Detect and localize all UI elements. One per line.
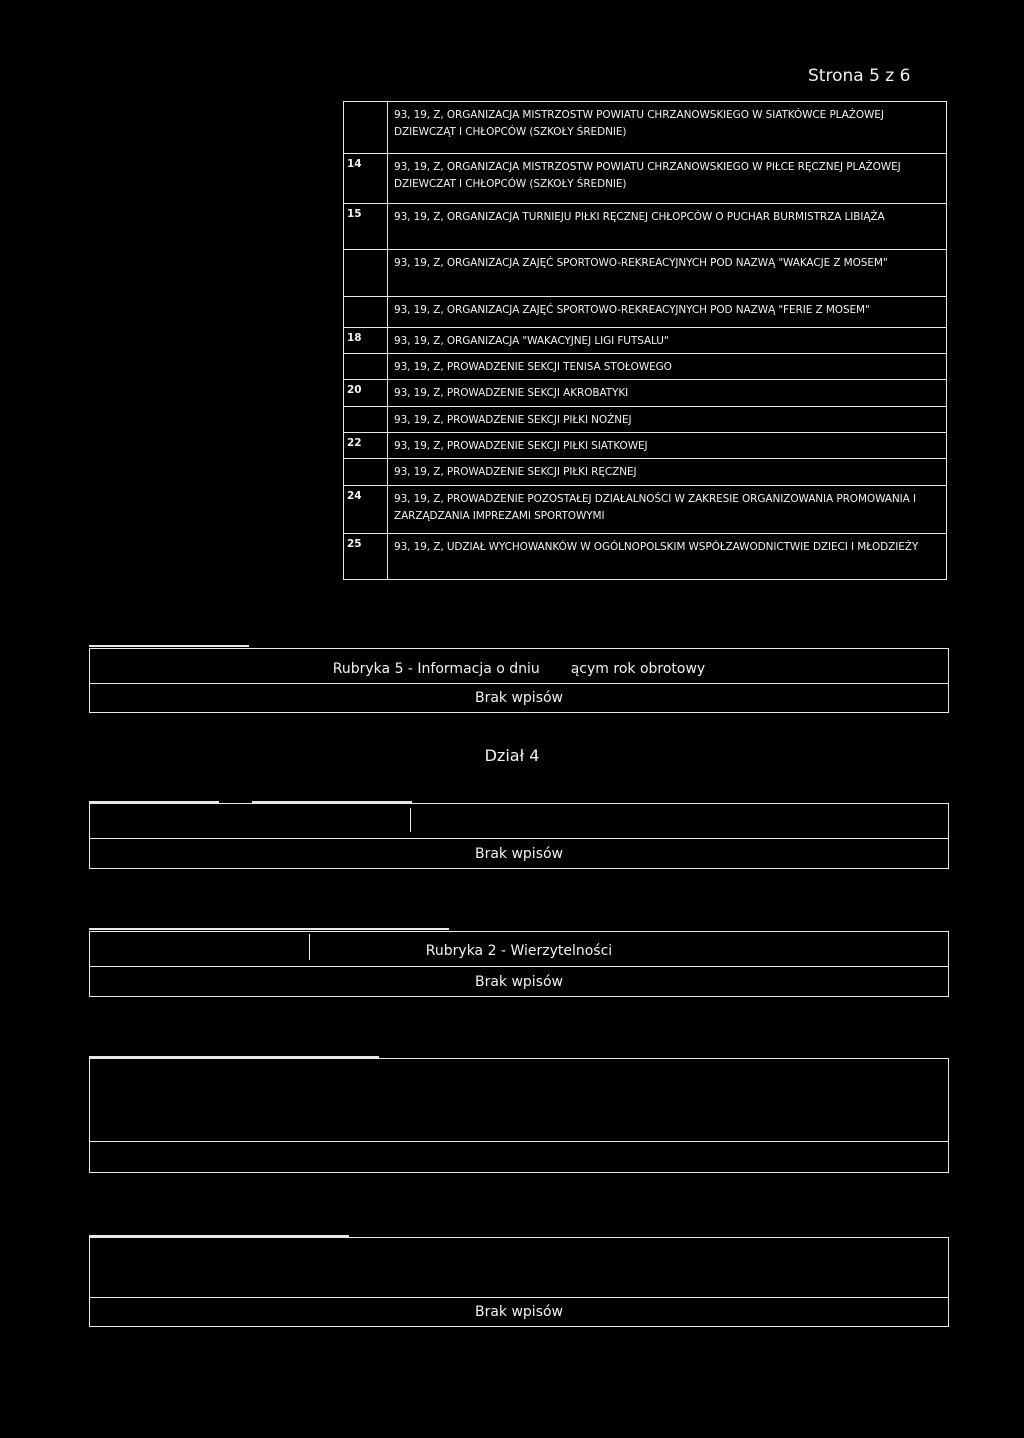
entry-text: 93, 19, Z, PROWADZENIE SEKCJI PIŁKI RĘCZNEJ <box>394 466 637 478</box>
dzial-4-box <box>89 803 949 869</box>
divider-line <box>89 645 249 647</box>
entry-number: 20 <box>344 380 388 406</box>
entry-number <box>344 459 388 485</box>
entry-number <box>344 407 388 432</box>
dzial-4-title: Dział 4 <box>484 746 540 765</box>
entry-number: 18 <box>344 328 388 353</box>
entry-number <box>344 102 388 153</box>
entry-row <box>344 533 946 579</box>
entry-row <box>344 458 946 485</box>
entry-row <box>344 353 946 379</box>
entry-row <box>344 203 946 249</box>
entry-number: 24 <box>344 486 388 533</box>
last-box-body <box>90 1238 948 1297</box>
last-box-empty: Brak wpisów <box>90 1297 948 1326</box>
entry-number: 15 <box>344 204 388 249</box>
entry-row <box>344 406 946 432</box>
entry-row <box>344 327 946 353</box>
entry-row <box>344 153 946 203</box>
empty-box-footer <box>90 1141 948 1172</box>
entry-text: 93, 19, Z, PROWADZENIE SEKCJI PIŁKI NOŻNEJ <box>394 414 632 426</box>
entry-text: 93, 19, Z, ORGANIZACJA MISTRZOSTW POWIATU CHRZANOWSKIEGO W SIATKÓWCE PLAŻOWEJ DZIEWCZĄT I CHŁOPCÓW (SZKOŁY ŚREDNIE) <box>394 109 884 138</box>
empty-box <box>89 1058 949 1173</box>
page-number: Strona 5 z 6 <box>808 66 911 86</box>
rubryka-2-box <box>89 931 949 997</box>
divider-line <box>89 928 449 930</box>
rubryka-5-box <box>89 648 949 713</box>
entry-number <box>344 297 388 327</box>
entry-number <box>344 250 388 296</box>
entry-text: 93, 19, Z, ORGANIZACJA ZAJĘĆ SPORTOWO-REKREACYJNYCH POD NAZWĄ "FERIE Z MOSEM" <box>394 304 870 316</box>
rubryka-5-header <box>90 649 948 683</box>
entry-row <box>344 379 946 406</box>
activity-entries-table <box>343 101 947 580</box>
last-box <box>89 1237 949 1327</box>
entry-row <box>344 102 946 153</box>
entry-text: 93, 19, Z, PROWADZENIE SEKCJI TENISA STOŁOWEGO <box>394 361 672 373</box>
rubryka-2-empty: Brak wpisów <box>90 966 948 996</box>
divider-line <box>410 808 411 832</box>
entry-row <box>344 296 946 327</box>
rubryka-5-empty: Brak wpisów <box>90 683 948 712</box>
rubryka-2-header <box>90 932 948 966</box>
entry-text: 93, 19, Z, PROWADZENIE POZOSTAŁEJ DZIAŁALNOŚCI W ZAKRESIE ORGANIZOWANIA PROMOWANIA I ZARZĄDZANIA IMPREZAMI SPORTOWYMI <box>394 493 916 522</box>
divider-line <box>309 934 310 960</box>
entry-number: 22 <box>344 433 388 458</box>
dzial-4-header <box>90 804 948 838</box>
rubryka-5-title-rest: ącym rok obrotowy <box>570 661 706 677</box>
entry-number <box>344 354 388 379</box>
entry-text: 93, 19, Z, ORGANIZACJA ZAJĘĆ SPORTOWO-REKREACYJNYCH POD NAZWĄ "WAKACJE Z MOSEM" <box>394 257 888 269</box>
entry-number: 25 <box>344 534 388 579</box>
entry-row <box>344 249 946 296</box>
dzial-4-empty: Brak wpisów <box>90 838 948 868</box>
entry-text: 93, 19, Z, ORGANIZACJA "WAKACYJNEJ LIGI FUTSALU" <box>394 335 669 347</box>
entry-row <box>344 485 946 533</box>
rubryka-2-title: Rubryka 2 - Wierzytelności <box>425 943 613 959</box>
entry-text: 93, 19, Z, ORGANIZACJA TURNIEJU PIŁKI RĘCZNEJ CHŁOPCÓW O PUCHAR BURMISTRZA LIBIĄŻA <box>394 211 885 223</box>
entry-row <box>344 432 946 458</box>
entry-text: 93, 19, Z, PROWADZENIE SEKCJI AKROBATYKI <box>394 387 629 399</box>
empty-box-body <box>90 1059 948 1141</box>
entry-text: 93, 19, Z, ORGANIZACJA MISTRZOSTW POWIATU CHRZANOWSKIEGO W PIŁCE RĘCZNEJ PLAŻOWEJ DZIEWCZAT I CHŁOPCÓW (SZKOŁY ŚREDNIE) <box>394 161 901 190</box>
rubryka-5-title: Rubryka 5 - Informacja o dniu <box>332 661 540 677</box>
entry-text: 93, 19, Z, UDZIAŁ WYCHOWANKÓW W OGÓLNOPOLSKIM WSPÓŁZAWODNICTWIE DZIECI I MŁODZIEŻY <box>394 541 919 553</box>
entry-number: 14 <box>344 154 388 203</box>
entry-text: 93, 19, Z, PROWADZENIE SEKCJI PIŁKI SIATKOWEJ <box>394 440 648 452</box>
